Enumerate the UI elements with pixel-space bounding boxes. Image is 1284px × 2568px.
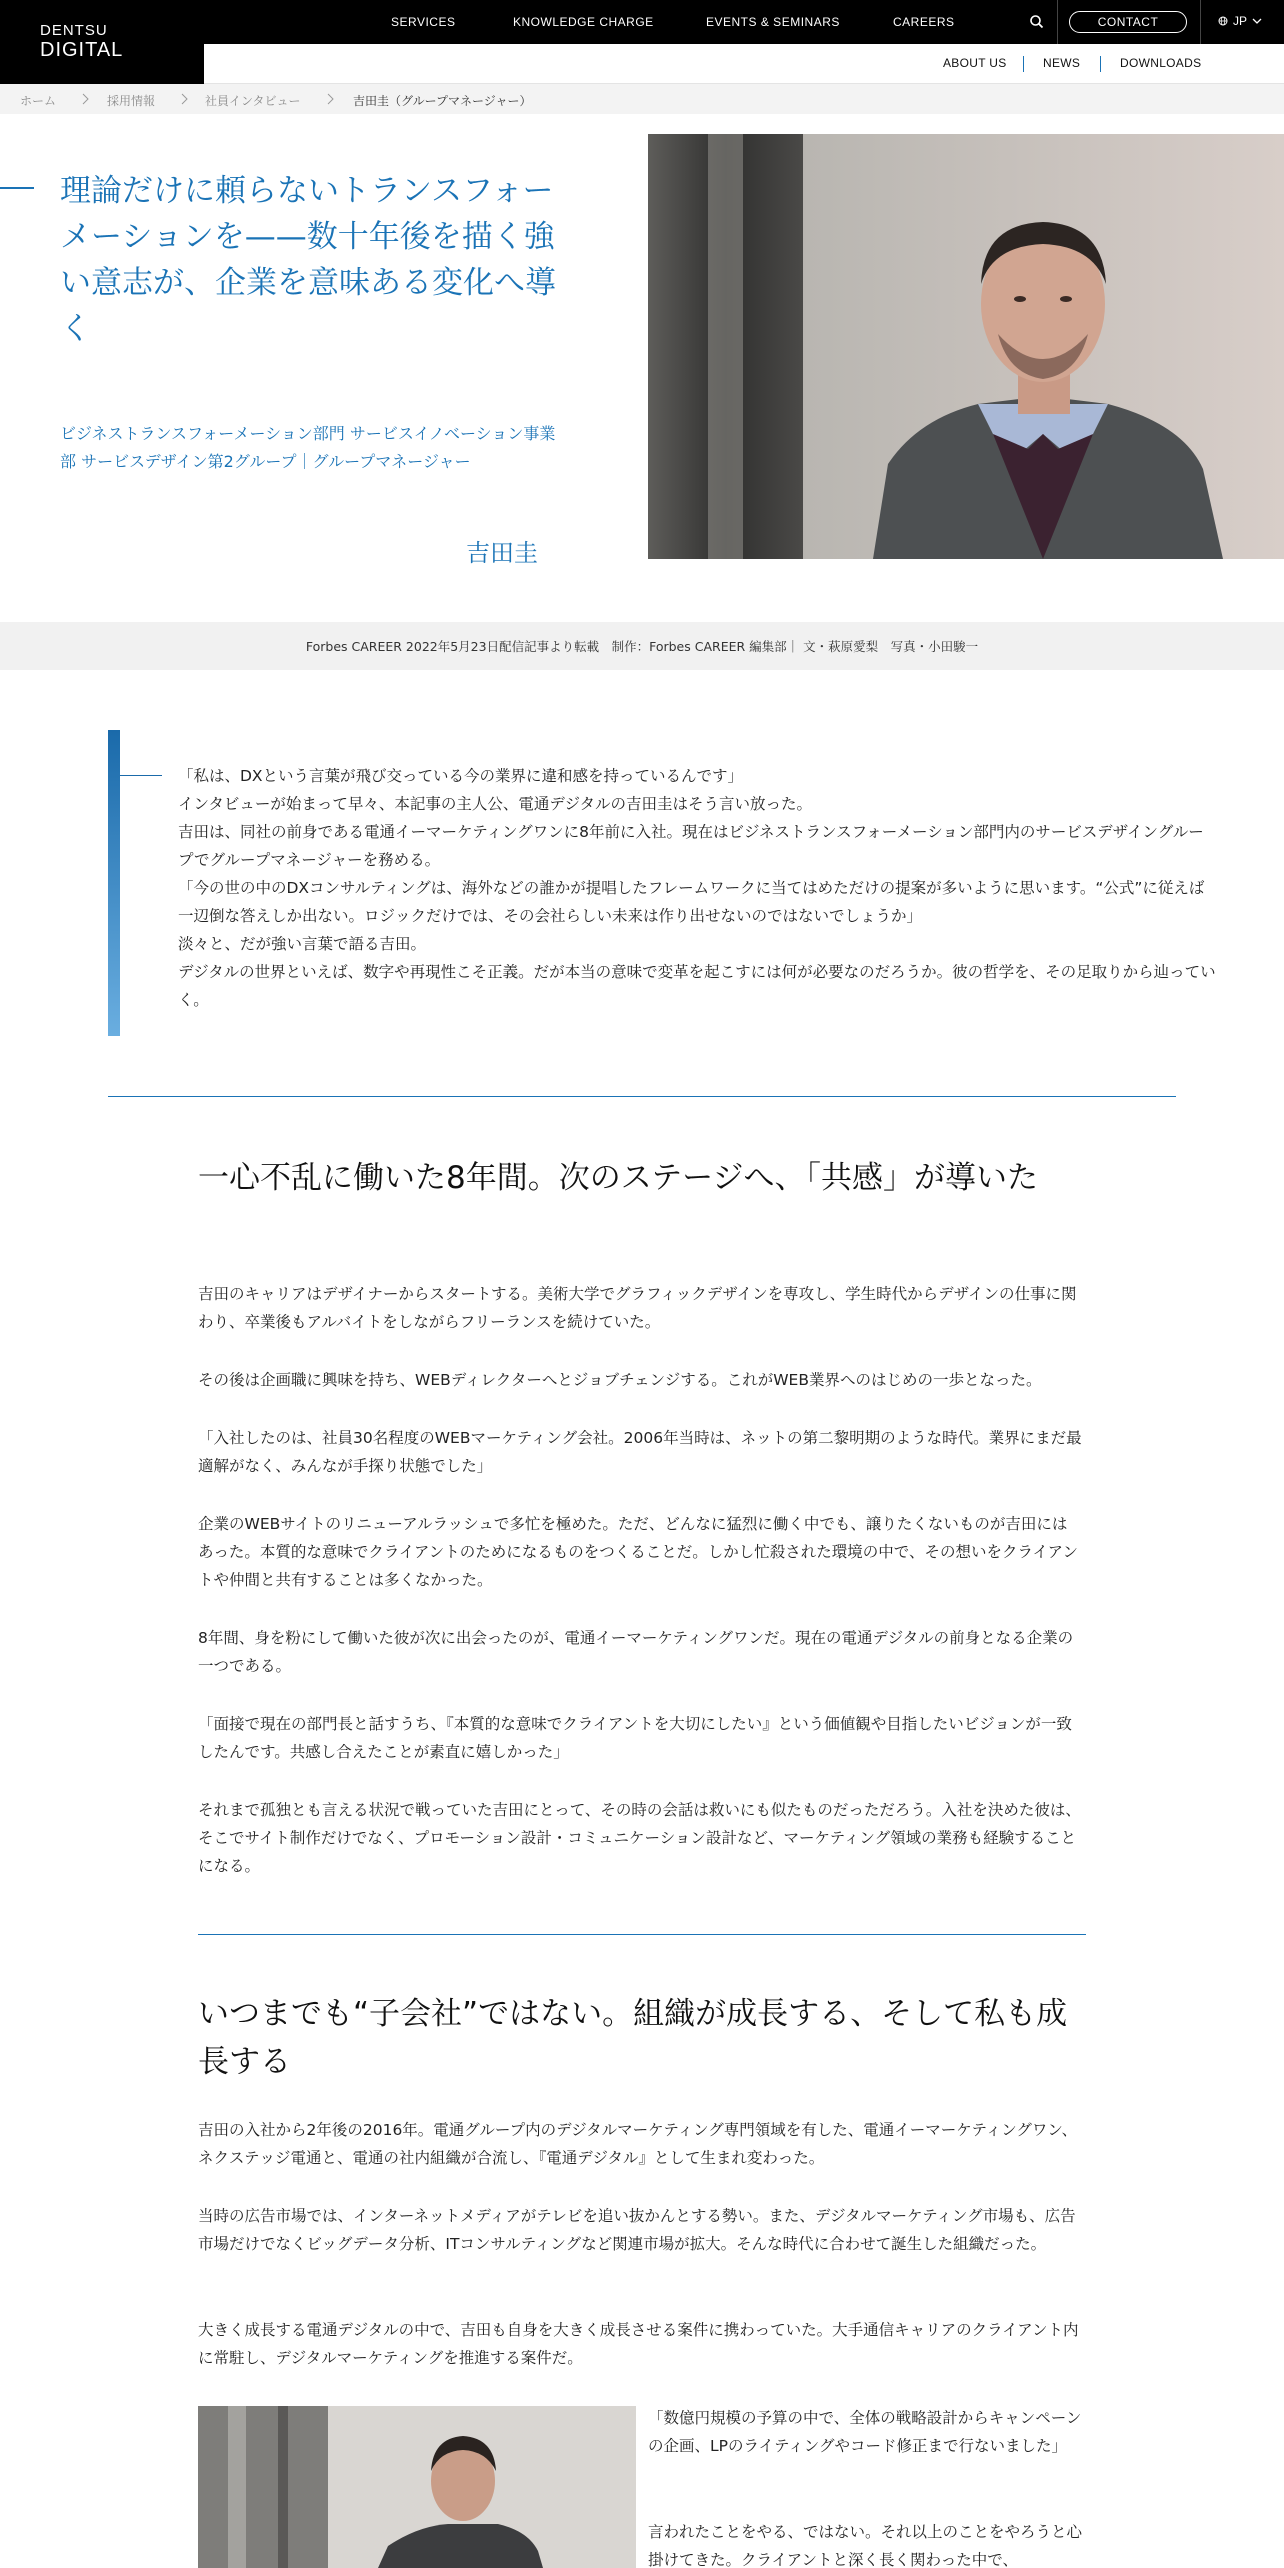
- body-paragraph: 大きく成長する電通デジタルの中で、吉田も自身を大きく成長させる案件に携わっていた。大手通信キャリアのクライアント内に常駐し、デジタルマーケティングを推進する案件だ。: [198, 2321, 1079, 2367]
- body-paragraph: 8年間、身を粉にして働いた彼が次に出会ったのが、電通イーマーケティングワンだ。現在の電通デジタルの前身となる企業の一つである。: [198, 1629, 1074, 1675]
- quote-paragraph: 「数億円規模の予算の中で、全体の戦略設計からキャンペーンの企画、LPのライティングやコード修正まで行ないました」: [648, 2409, 1082, 2455]
- article-title: 理論だけに頼らないトランスフォーメーションを——数十年後を描く強い意志が、企業を意味ある変化へ導く: [60, 173, 556, 347]
- section-divider: [198, 1934, 1086, 1935]
- body-paragraph: 「入社したのは、社員30名程度のWEBマーケティング会社。2006年当時は、ネットの第二黎明期のような時代。業界にまだ最適解がなく、みんなが手探り状態でした」: [198, 1429, 1082, 1475]
- hero-accent-line: [0, 187, 34, 189]
- section-heading: 一心不乱に働いた8年間。次のステージへ、「共感」が導いた: [198, 1160, 1038, 1196]
- lead-accent-tick: [120, 775, 162, 776]
- breadcrumb-interview[interactable]: 社員インタビュー: [205, 94, 301, 108]
- lead-paragraph: デジタルの世界といえば、数字や再現性こそ正義。だが本当の意味で変革を起こすには何が必要なのだろうか。彼の哲学を、その足取りから辿っていく。: [178, 963, 1216, 1009]
- lead-paragraph: 「今の世の中のDXコンサルティングは、海外などの誰かが提唱したフレームワークに当てはめただけの提案が多いように思います。“公式”に従えば一辺倒な答えしか出ない。ロジックだけでは、その会社らしい未来は作り出せないのではないでしょうか」: [178, 879, 1205, 925]
- lead-paragraph: 淡々と、だが強い言葉で語る吉田。: [178, 935, 427, 953]
- body-paragraph: 吉田の入社から2年後の2016年。電通グループ内のデジタルマーケティング専門領域を有した、電通イーマーケティングワン、ネクステッジ電通と、電通の社内組織が合流し、『電通デジタル』として生まれ変わった。: [198, 2121, 1078, 2167]
- chevron-right-icon: [179, 93, 191, 105]
- interview-photo: [198, 2406, 636, 2568]
- logo-line-1: DENTSU: [40, 22, 108, 39]
- breadcrumb-recruit[interactable]: 採用情報: [107, 94, 156, 108]
- contact-button[interactable]: CONTACT: [1069, 11, 1187, 33]
- employee-department: ビジネストランスフォーメーション部門 サービスイノベーション事業部 サービスデザイン第2グループ｜グループマネージャー: [60, 424, 556, 471]
- chevron-down-icon: [1252, 18, 1262, 25]
- subnav-divider: [1023, 56, 1024, 72]
- sub-navigation: [204, 44, 1284, 84]
- lead-paragraph: 「私は、DXという言葉が飛び交っている今の業界に違和感を持っているんです」: [178, 767, 744, 785]
- nav-divider: [1057, 0, 1058, 44]
- breadcrumb-current: 吉田圭（グループマネージャー）: [353, 94, 532, 108]
- body-paragraph: 企業のWEBサイトのリニューアルラッシュで多忙を極めた。ただ、どんなに猛烈に働く中でも、譲りたくないものが吉田にはあった。本質的な意味でクライアントのためになるものをつくることだ。しかし忙殺された環境の中で、その想いをクライアントや仲間と共有することは多くなかった。: [198, 1515, 1078, 1589]
- nav-careers[interactable]: CAREERS: [893, 15, 955, 29]
- article-credit: Forbes CAREER 2022年5月23日配信記事より転載 制作：Forbes CAREER 編集部｜ 文・萩原愛梨 写真・小田駿一: [0, 622, 1284, 670]
- globe-icon: [1218, 16, 1228, 26]
- body-paragraph: 言われたことをやる、ではない。それ以上のことをやろうと心掛けてきた。クライアントと深く長く関わった中で、: [648, 2523, 1083, 2568]
- dentsu-digital-logo[interactable]: [0, 0, 204, 84]
- body-paragraph: その後は企画職に興味を持ち、WEBディレクターへとジョブチェンジする。これがWEB業界へのはじめの一歩となった。: [198, 1371, 1042, 1389]
- body-paragraph: それまで孤独とも言える状況で戦っていた吉田にとって、その時の会話は救いにも似たものだっただろう。入社を決めた彼は、そこでサイト制作だけでなく、プロモーション設計・コミュニケーション設計など、マーケティング領域の業務も経験することになる。: [198, 1801, 1081, 1875]
- breadcrumb: [0, 84, 1284, 114]
- portrait-photo: [648, 134, 1284, 559]
- body-paragraph: 当時の広告市場では、インターネットメディアがテレビを追い抜かんとする勢い。また、デジタルマーケティング市場も、広告市場だけでなくビッグデータ分析、ITコンサルティングなど関連市場が拡大。そんな時代に合わせて誕生した組織だった。: [198, 2207, 1076, 2253]
- logo-line-2: DIGITAL: [40, 39, 124, 61]
- chevron-right-icon: [325, 93, 337, 105]
- language-selector[interactable]: [1218, 14, 1262, 28]
- nav-services[interactable]: SERVICES: [391, 15, 456, 29]
- search-icon[interactable]: [1028, 13, 1046, 31]
- subnav-downloads[interactable]: DOWNLOADS: [1120, 56, 1202, 70]
- section-heading: いつまでも“子会社”ではない。組織が成長する、そして私も成長する: [198, 1996, 1068, 2080]
- chevron-right-icon: [80, 93, 92, 105]
- employee-name: 吉田圭: [466, 539, 538, 567]
- lead-paragraph: インタビューが始まって早々、本記事の主人公、電通デジタルの吉田圭はそう言い放った。: [178, 795, 812, 813]
- body-paragraph: 「面接で現在の部門長と話すうち、『本質的な意味でクライアントを大切にしたい』という価値観や目指したいビジョンが一致したんです。共感し合えたことが素直に嬉しかった」: [198, 1715, 1072, 1761]
- subnav-divider: [1100, 56, 1101, 72]
- lead-accent-bar: [108, 730, 120, 1036]
- subnav-about-us[interactable]: ABOUT US: [943, 56, 1007, 70]
- section-divider: [108, 1096, 1176, 1097]
- nav-events-seminars[interactable]: EVENTS & SEMINARS: [706, 15, 840, 29]
- language-label: JP: [1233, 14, 1248, 28]
- subnav-news[interactable]: NEWS: [1043, 56, 1081, 70]
- body-paragraph: 吉田のキャリアはデザイナーからスタートする。美術大学でグラフィックデザインを専攻し、学生時代からデザインの仕事に関わり、卒業後もアルバイトをしながらフリーランスを続けていた。: [198, 1285, 1077, 1331]
- nav-divider: [1200, 0, 1201, 44]
- nav-knowledge-charge[interactable]: KNOWLEDGE CHARGE: [513, 15, 654, 29]
- breadcrumb-home[interactable]: ホーム: [20, 94, 57, 108]
- lead-paragraph: 吉田は、同社の前身である電通イーマーケティングワンに8年前に入社。現在はビジネストランスフォーメーション部門内のサービスデザイングループでグループマネージャーを務める。: [178, 823, 1204, 869]
- lead-text: [178, 762, 1218, 1014]
